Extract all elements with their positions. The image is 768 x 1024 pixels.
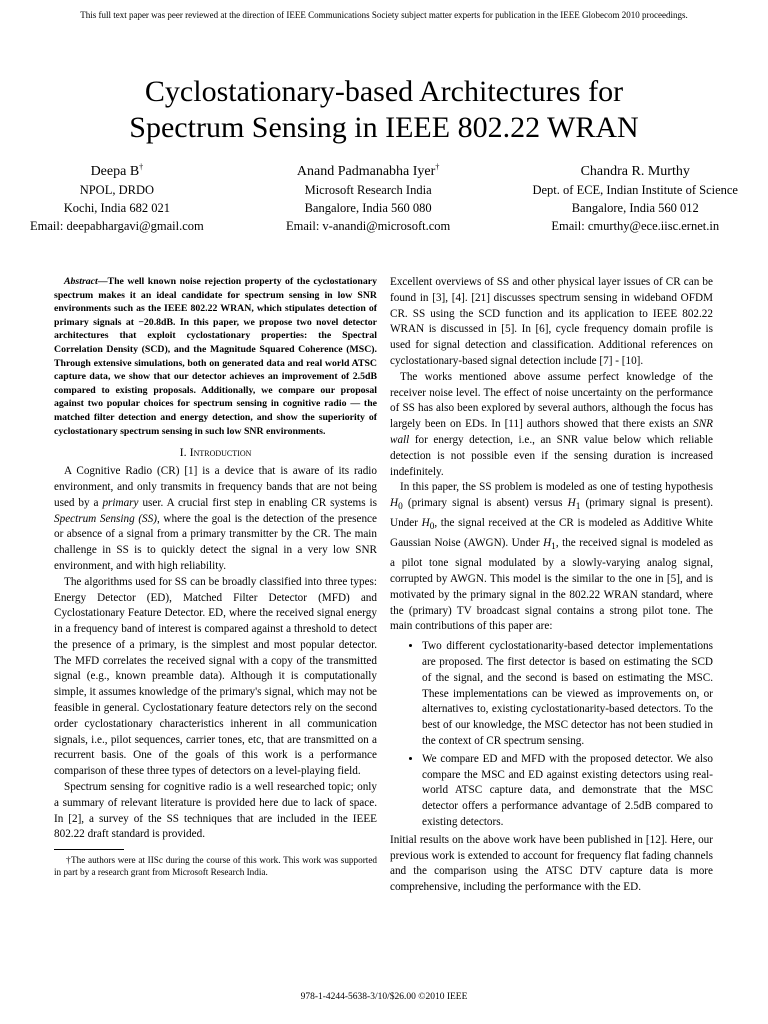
author-email: Email: v-anandi@microsoft.com (285, 219, 451, 233)
title-line-2: Spectrum Sensing in IEEE 802.22 WRAN (129, 111, 639, 144)
author-block (30, 163, 738, 235)
author-email: Email: cmurthy@ece.iisc.ernet.in (551, 219, 720, 233)
section-heading-introduction: I. Introduction (179, 445, 252, 460)
author-mark: † (139, 162, 144, 172)
math-symbol: H (421, 517, 430, 530)
author-affiliation: Dept. of ECE, Indian Institute of Science (532, 183, 738, 197)
math-subscript: 0 (398, 502, 403, 513)
author-address: Kochi, India 682 021 (63, 201, 170, 215)
author-3 (532, 163, 738, 235)
abstract-text: —The well known noise rejection property of the cyclostationary spectrum makes it an ideal candidate for spectrum sensing in low SNR environments such as the IEEE 802.22 WRAN, which stipulates detection of primary signals at −20.8dB. In this paper, we propose two novel detector architectures that exploit cyclostationary properties: the Spectral Correlation Density (SCD), and the Magnitude Squared Coherence (MSC). Through extensive simulations, both on generated data and real world ATSC capture data, we show that our detector achieves an improvement of 2.5dB compared to existing proposals. Additionally, we compare our proposal against two popular choices for spectrum sensing in cognitive radio — the matched filter detection and energy detection, and show the superiority of cyclostationary spectrum sensing in such low SNR environments. (54, 276, 377, 437)
text-run: user. A crucial first step in enabling CR systems is (138, 496, 377, 509)
math-symbol: H (390, 497, 399, 510)
author-address: Bangalore, India 560 012 (571, 201, 699, 215)
author-email: Email: deepabhargavi@gmail.com (30, 219, 204, 233)
contribution-item: • We compare ED and MFD with the proposed detector. We also compare the MSC and ED against existing detectors using real-world ATSC capture data, and demonstrate that the MSC detector offers a performance advantage of 2.5dB compared to existing detectors. (422, 752, 713, 831)
text-run: In this paper, the SS problem is modeled as one of testing hypothesis (400, 481, 713, 494)
author-mark: † (435, 162, 440, 172)
prior-work-paragraph: Initial results on the above work have been published in [12]. Here, our previous work is extended to account for frequency flat fading channels and the comparison using the ATSC DTV capture data is more comprehensive, including the performance with the ED. (390, 833, 713, 894)
intro-paragraph-3: Spectrum sensing for cognitive radio is a well researched topic; only a summary of relevant literature is provided here due to lack of space. In [2], a survey of the SS techniques that are included in the IEEE 802.22 draft standard is provided. (54, 781, 377, 841)
intro-paragraph-1 (54, 464, 377, 575)
contribution-item: • Two different cyclostationarity-based detector implementations are proposed. The first detector is based on estimating the SCD of the signal, and the second is based on estimating the MSC. These implementations can be viewed as improvements on, or alternatives to, existing cyclostationarity-based detectors. To the best of our knowledge, the MSC detector has not been studied in the context of CR spectrum sensing. (422, 639, 713, 750)
right-column (390, 275, 713, 896)
text-run: , the received signal is modeled as a pilot tone signal modulated by a slowly-varying analog signal, corrupted by AWGN. This model is the similar to the one in [5], and is motivated by the primary signal in the 802.22 WRAN standard, where the (primary) TV broadcast signal contains a strong pilot tone. The main contributions of this paper are: (390, 537, 713, 633)
footnote-rule (54, 849, 124, 850)
abstract-label: Abstract (64, 276, 98, 287)
text-run: , where the goal is the detection of the presence or absence of a signal from a primary transmitter by the CR. The main challenge in SS is to quickly detect the signal in a very low SNR environment, and with high reliability. (54, 512, 377, 572)
author-name: Deepa B (90, 164, 140, 179)
abstract (54, 275, 377, 438)
emphasis: SNR wall (390, 418, 713, 446)
author-address: Bangalore, India 560 080 (304, 201, 432, 215)
noise-uncertainty-paragraph (390, 370, 713, 481)
intro-paragraph-2: The algorithms used for SS can be broadly classified into three types: Energy Detector (ED), Matched Filter Detector (MFD) and Cyclostationary Feature Detector. ED, where the received signal energy in a frequency band of interest is compared against a threshold to detect the presence of a primary, is the simplest and most popular detector. The MFD correlates the received signal with a copy of the transmitted signal (e.g., known preamble data). Although it is computationally simple, it assumes knowledge of the primary's signal, which may not be feasible in general. Cyclostationary feature detectors rely on the second order cyclostationary characteristics inherent in all communication signals, i.e., pilot sequences, carrier tones, etc, that are transmitted on a recurrent basis. One of the goals of this work is a performance comparison of these three types of detectors on a level-playing field. (54, 575, 377, 778)
title-line-1: Cyclostationary-based Architectures for (144, 75, 624, 108)
text-run: (primary signal is present). Under (390, 497, 713, 530)
peer-review-note: This full text paper was peer reviewed at the direction of IEEE Communications Society subject matter experts for publication in the IEEE Globecom 2010 proceedings. (80, 10, 688, 20)
emphasis: primary (102, 496, 139, 509)
author-name: Chandra R. Murthy (580, 164, 690, 179)
text-run: (primary signal is absent) versus (402, 497, 568, 510)
text-run: The works mentioned above assume perfect knowledge of the receiver noise level. The effect of noise uncertainty on the performance of SS has also been explored by several authors, although the focus has largely been on EDs. In [11] authors showed that there exists an (390, 370, 713, 431)
text-run: , the signal received at the CR is modeled as Additive White Gaussian Noise (AWGN). Under (390, 517, 713, 550)
footnote: †The authors were at IISc during the course of this work. This work was supported in part by a research grant from Microsoft Research India. (54, 855, 377, 878)
contributions-list (390, 639, 713, 831)
emphasis: Spectrum Sensing (SS) (54, 512, 157, 525)
author-1 (30, 163, 204, 235)
math-subscript: 1 (551, 542, 556, 553)
author-name: Anand Padmanabha Iyer (296, 164, 436, 179)
math-symbol: H (567, 497, 576, 510)
left-column (54, 275, 377, 879)
text-run: for energy detection, i.e., an SNR value below which reliable detection is not possible even if the sensing duration is increased indefinitely. (390, 433, 713, 478)
related-work-paragraph: Excellent overviews of SS and other physical layer issues of CR can be found in [3], [4]. [21] discusses spectrum sensing in wideband OFDM CR. SS using the SCD function and its application to IEEE 802.22 WRAN is discussed in [5]. In [6], cycle frequency domain profile is used for signal detection and classification. Additional references on cyclostationary-based signal detection include [7] - [10]. (390, 276, 713, 367)
copyright-footer: 978-1-4244-5638-3/10/$26.00 ©2010 IEEE (300, 992, 468, 1002)
math-symbol: H (543, 537, 552, 550)
math-subscript: 0 (429, 522, 435, 533)
author-affiliation: Microsoft Research India (304, 183, 432, 197)
paper-title (60, 74, 708, 146)
author-affiliation: NPOL, DRDO (79, 183, 155, 197)
text-run: A Cognitive Radio (CR) [1] is a device that is aware of its radio environment, and only transmits in frequency bands that are not being used by a (54, 465, 377, 509)
math-subscript: 1 (575, 502, 581, 513)
problem-model-paragraph (390, 480, 713, 635)
author-2 (286, 163, 450, 235)
